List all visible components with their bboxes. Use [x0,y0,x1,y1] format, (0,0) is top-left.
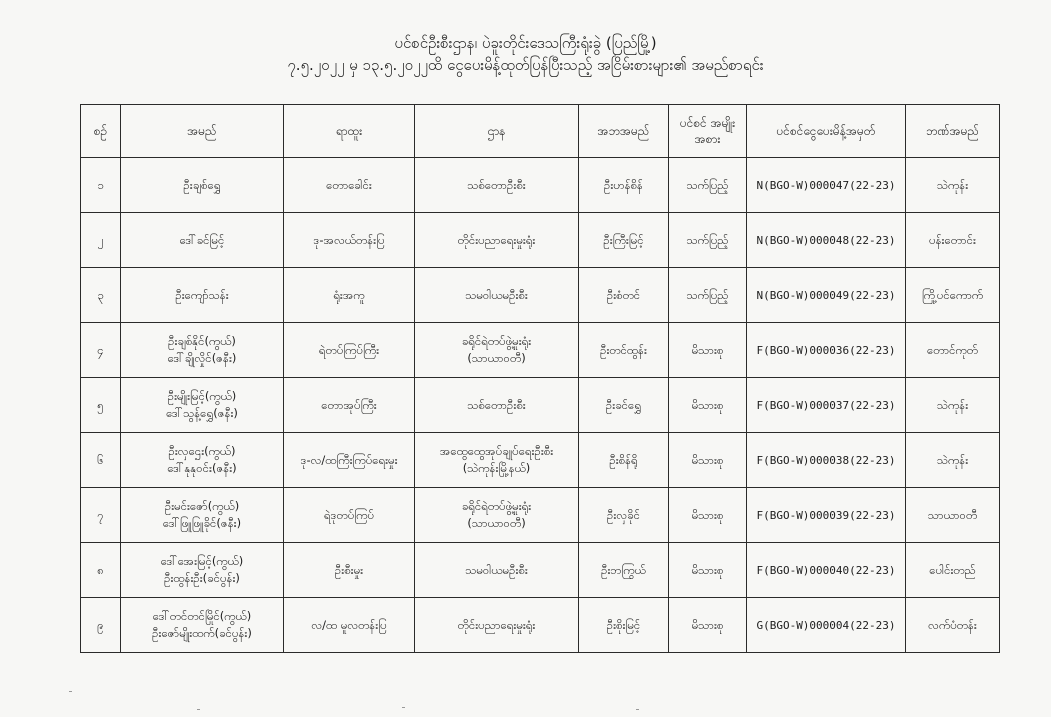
cell-line: ဦးဇော်မျိုးထက်(ခင်ပွန်း) [152,626,252,640]
cell-line: ဒေါ်ဖြူဖြူခိုင်(ဇနီး) [162,516,242,530]
rank-cell [284,488,415,543]
serial-cell: ၂ [81,213,121,268]
bank-cell: ပေါင်းတည် [906,543,1000,598]
col-pension-type-header: ပင်စင် အမျိုးအစား [669,105,747,158]
cell-line: ဒု-လ/ထကြီးကြပ်ရေးမှုး [300,452,398,467]
col-department-header: ဌာန [415,105,579,158]
cell-line: သမဝါယမဦးစီး [465,562,528,577]
bank-cell: သာယာဝတီ [906,488,1000,543]
name-cell [121,543,284,598]
department-cell [415,543,579,598]
pension-order-cell: N(BGO-W)000048(22-23) [747,213,906,268]
table-header-row [81,105,1000,158]
father-name-cell: ဦးကြီးမြင့် [579,213,669,268]
pension-type-cell: သက်ပြည့် [669,158,747,213]
rank-cell [284,158,415,213]
table-row [81,543,1000,598]
serial-cell: ၅ [81,378,121,433]
rank-cell [284,543,415,598]
father-name-cell: ဦးဟန်စိန် [579,158,669,213]
name-cell [121,488,284,543]
cell-line: ဒေါ်အေးမြင့်(ကွယ်) [160,554,244,568]
father-name-cell: ဦးတင်ထွန်း [579,323,669,378]
col-name-header: အမည် [121,105,284,158]
col-serial-header: စဉ် [81,105,121,158]
father-name-cell: ဦးခင်ရွှေ [579,378,669,433]
name-cell [121,378,284,433]
cell-line: သစ်တောဦးစီး [467,177,526,192]
serial-cell: ၄ [81,323,121,378]
pension-type-cell: မိသားစု [669,598,747,653]
cell-line: ဒေါ်နုနုဝင်း(ဇနီး) [167,461,237,475]
scan-speck [69,691,72,692]
cell-line: ဦးကျော်သန်း [175,287,229,302]
table-row [81,378,1000,433]
rank-cell [284,378,415,433]
serial-cell: ၉ [81,598,121,653]
col-pension-order-no-header: ပင်စင်ငွေပေးမိန့်အမှတ် [747,105,906,158]
document-header [0,32,1051,76]
father-name-cell: ဦးစိုးမြင့် [579,598,669,653]
cell-line: ဦးလှဌေး(ကွယ်) [168,444,236,458]
rank-cell [284,433,415,488]
name-cell [121,213,284,268]
pension-order-cell: G(BGO-W)000004(22-23) [747,598,906,653]
cell-line: အထွေထွေအုပ်ချုပ်ရေးဦးစီး [439,444,554,458]
bank-cell: ပန်းတောင်း [906,213,1000,268]
rank-cell [284,598,415,653]
table-row [81,323,1000,378]
cell-line: သစ်တောဦးစီး [467,397,526,412]
table-row [81,488,1000,543]
pension-order-cell: F(BGO-W)000037(22-23) [747,378,906,433]
department-cell [415,158,579,213]
pension-order-cell: F(BGO-W)000040(22-23) [747,543,906,598]
pension-type-cell: မိသားစု [669,323,747,378]
pension-order-cell: F(BGO-W)000036(22-23) [747,323,906,378]
cell-line: ဦးမင်းဇော်(ကွယ်) [164,499,240,513]
table-row [81,268,1000,323]
cell-line: ဒု-အလယ်တန်းပြ [313,232,385,247]
col-bank-header: ဘဏ်အမည် [906,105,1000,158]
department-cell [415,598,579,653]
bank-cell: သဲကုန်း [906,378,1000,433]
department-cell [415,378,579,433]
cell-line: ဒေါ်ခင်မြင့် [179,232,225,247]
bank-cell: သဲကုန်း [906,158,1000,213]
rank-cell [284,213,415,268]
cell-line: ဦးစီးမှုး [334,562,364,577]
cell-line: ဦးမျိုးမြင့်(ကွယ်) [167,389,237,403]
pension-order-cell: N(BGO-W)000047(22-23) [747,158,906,213]
pension-type-cell: သက်ပြည့် [669,268,747,323]
rank-cell [284,268,415,323]
father-name-cell: ဦးစံတင် [579,268,669,323]
scan-speck [402,707,405,708]
name-cell [121,433,284,488]
cell-line: ဒေါ်သွန့်ရွှေ(ဇနီး) [166,406,238,420]
pension-type-cell: မိသားစု [669,543,747,598]
pension-type-cell: သက်ပြည့် [669,213,747,268]
department-cell [415,213,579,268]
rank-cell [284,323,415,378]
serial-cell: ၁ [81,158,121,213]
cell-line: (သာယာဝတီ) [467,351,526,365]
cell-line: တောခေါင်း [326,177,372,192]
name-cell [121,323,284,378]
cell-line: ဒေါ်တင်တင်မြိုင်(ကွယ်) [152,609,252,623]
serial-cell: ၆ [81,433,121,488]
cell-line: ဦးချစ်ရွှေ [183,177,221,192]
cell-line: ဦးချစ်နိုင်(ကွယ်) [168,334,236,348]
cell-line: ခရိုင်ရဲတပ်ဖွဲ့မှုးရုံး [461,334,532,348]
cell-line: (သာယာဝတီ) [467,516,526,530]
cell-line: တိုင်းပညာရေးမှုးရုံး [457,232,536,247]
cell-line: ရဲတပ်ကြပ်ကြီး [318,342,380,357]
scan-speck [636,709,639,710]
document-subtitle: ၇.၅.၂၀၂၂ မှ ၁၃.၅.၂၀၂၂ထိ ငွေပေးမိန့်ထုတ်ပြန်ပြီးသည့် အငြိမ်းစားများ၏ အမည်စာရင်း [287,56,764,74]
col-rank-header: ရာထူး [284,105,415,158]
pension-order-cell: N(BGO-W)000049(22-23) [747,268,906,323]
pension-order-cell: F(BGO-W)000038(22-23) [747,433,906,488]
serial-cell: ၈ [81,543,121,598]
scan-speck [197,709,200,710]
serial-cell: ၇ [81,488,121,543]
bank-cell: တောင်ကုတ် [906,323,1000,378]
cell-line: သမဝါယမဦးစီး [465,287,528,302]
col-father-name-header: အဘအမည် [579,105,669,158]
pension-type-cell: မိသားစု [669,488,747,543]
cell-line: ရုံးအကူ [333,287,365,302]
document-title: ပင်စင်ဦးစီးဌာန၊ ပဲခူးတိုင်းဒေသကြီးရုံးခွဲ (ပြည်မြို့) [394,34,657,52]
father-name-cell: ဦးလှခိုင် [579,488,669,543]
bank-cell: သဲကုန်း [906,433,1000,488]
father-name-cell: ဦးဘကြွယ် [579,543,669,598]
cell-line: တောအုပ်ကြီး [321,397,377,412]
table-row [81,433,1000,488]
cell-line: လ/ထ မူလတန်းပြ [311,617,387,632]
name-cell [121,158,284,213]
table-row [81,598,1000,653]
bank-cell: ကြို့ပင်ကောက် [906,268,1000,323]
department-cell [415,488,579,543]
table-row [81,213,1000,268]
pension-order-cell: F(BGO-W)000039(22-23) [747,488,906,543]
cell-line: ဒေါ်ချိုလှိုင်(ဇနီး) [167,351,237,365]
pension-type-cell: မိသားစု [669,433,747,488]
bank-cell: လက်ပံတန်း [906,598,1000,653]
name-cell [121,598,284,653]
name-cell [121,268,284,323]
serial-cell: ၃ [81,268,121,323]
cell-line: (သဲကုန်းမြို့နယ်) [462,461,531,475]
department-cell [415,433,579,488]
cell-line: ရဲဒုတပ်ကြပ် [323,507,375,522]
department-cell [415,268,579,323]
pensioner-table [80,104,1000,653]
department-cell [415,323,579,378]
pension-type-cell: မိသားစု [669,378,747,433]
cell-line: တိုင်းပညာရေးမှုးရုံး [457,617,536,632]
father-name-cell: ဦးစိန်ရို [579,433,669,488]
cell-line: ခရိုင်ရဲတပ်ဖွဲ့မှုးရုံး [461,499,532,513]
cell-line: ဦးထွန်းဦး(ခင်ပွန်း) [164,571,240,585]
table-row [81,158,1000,213]
